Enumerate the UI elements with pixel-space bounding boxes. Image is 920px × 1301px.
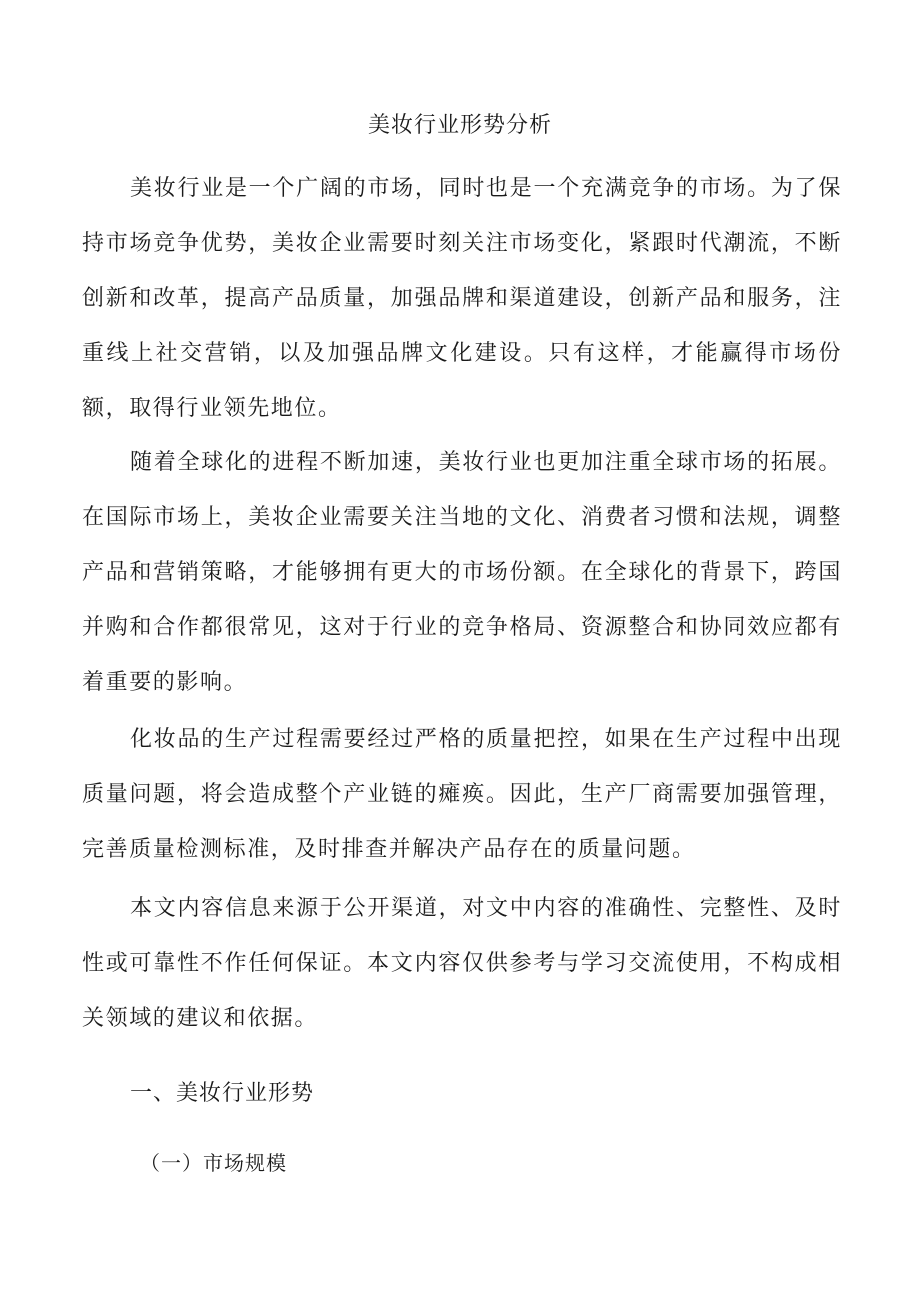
subsection-heading: （一）市场规模 xyxy=(140,1151,287,1175)
paragraph-2: 随着全球化的进程不断加速，美妆行业也更加注重全球市场的拓展。在国际市场上，美妆企业需要关注当地的文化、消费者习惯和法规，调整产品和营销策略，才能够拥有更大的市场份额。在全球化的背景下，跨国并购和合作都很常见，这对于行业的竞争格局、资源整合和协同效应都有着重要的影响。 xyxy=(82,450,842,695)
document-title: 美妆行业形势分析 xyxy=(367,113,552,138)
paragraph-1: 美妆行业是一个广阔的市场，同时也是一个充满竞争的市场。为了保持市场竞争优势，美妆企业需要时刻关注市场变化，紧跟时代潮流，不断创新和改革，提高产品质量，加强品牌和渠道建设，创新产品和服务，注重线上社交营销，以及加强品牌文化建设。只有这样，才能赢得市场份额，取得行业领先地位。 xyxy=(82,176,842,421)
paragraph-3: 化妆品的生产过程需要经过严格的质量把控，如果在生产过程中出现质量问题，将会造成整个产业链的瘫痪。因此，生产厂商需要加强管理，完善质量检测标准，及时排查并解决产品存在的质量问题。 xyxy=(82,727,842,862)
paragraph-4-disclaimer: 本文内容信息来源于公开渠道，对文中内容的准确性、完整性、及时性或可靠性不作任何保证。本文内容仅供参考与学习交流使用，不构成相关领域的建议和依据。 xyxy=(82,896,842,1031)
section-heading: 一、美妆行业形势 xyxy=(130,1081,315,1106)
